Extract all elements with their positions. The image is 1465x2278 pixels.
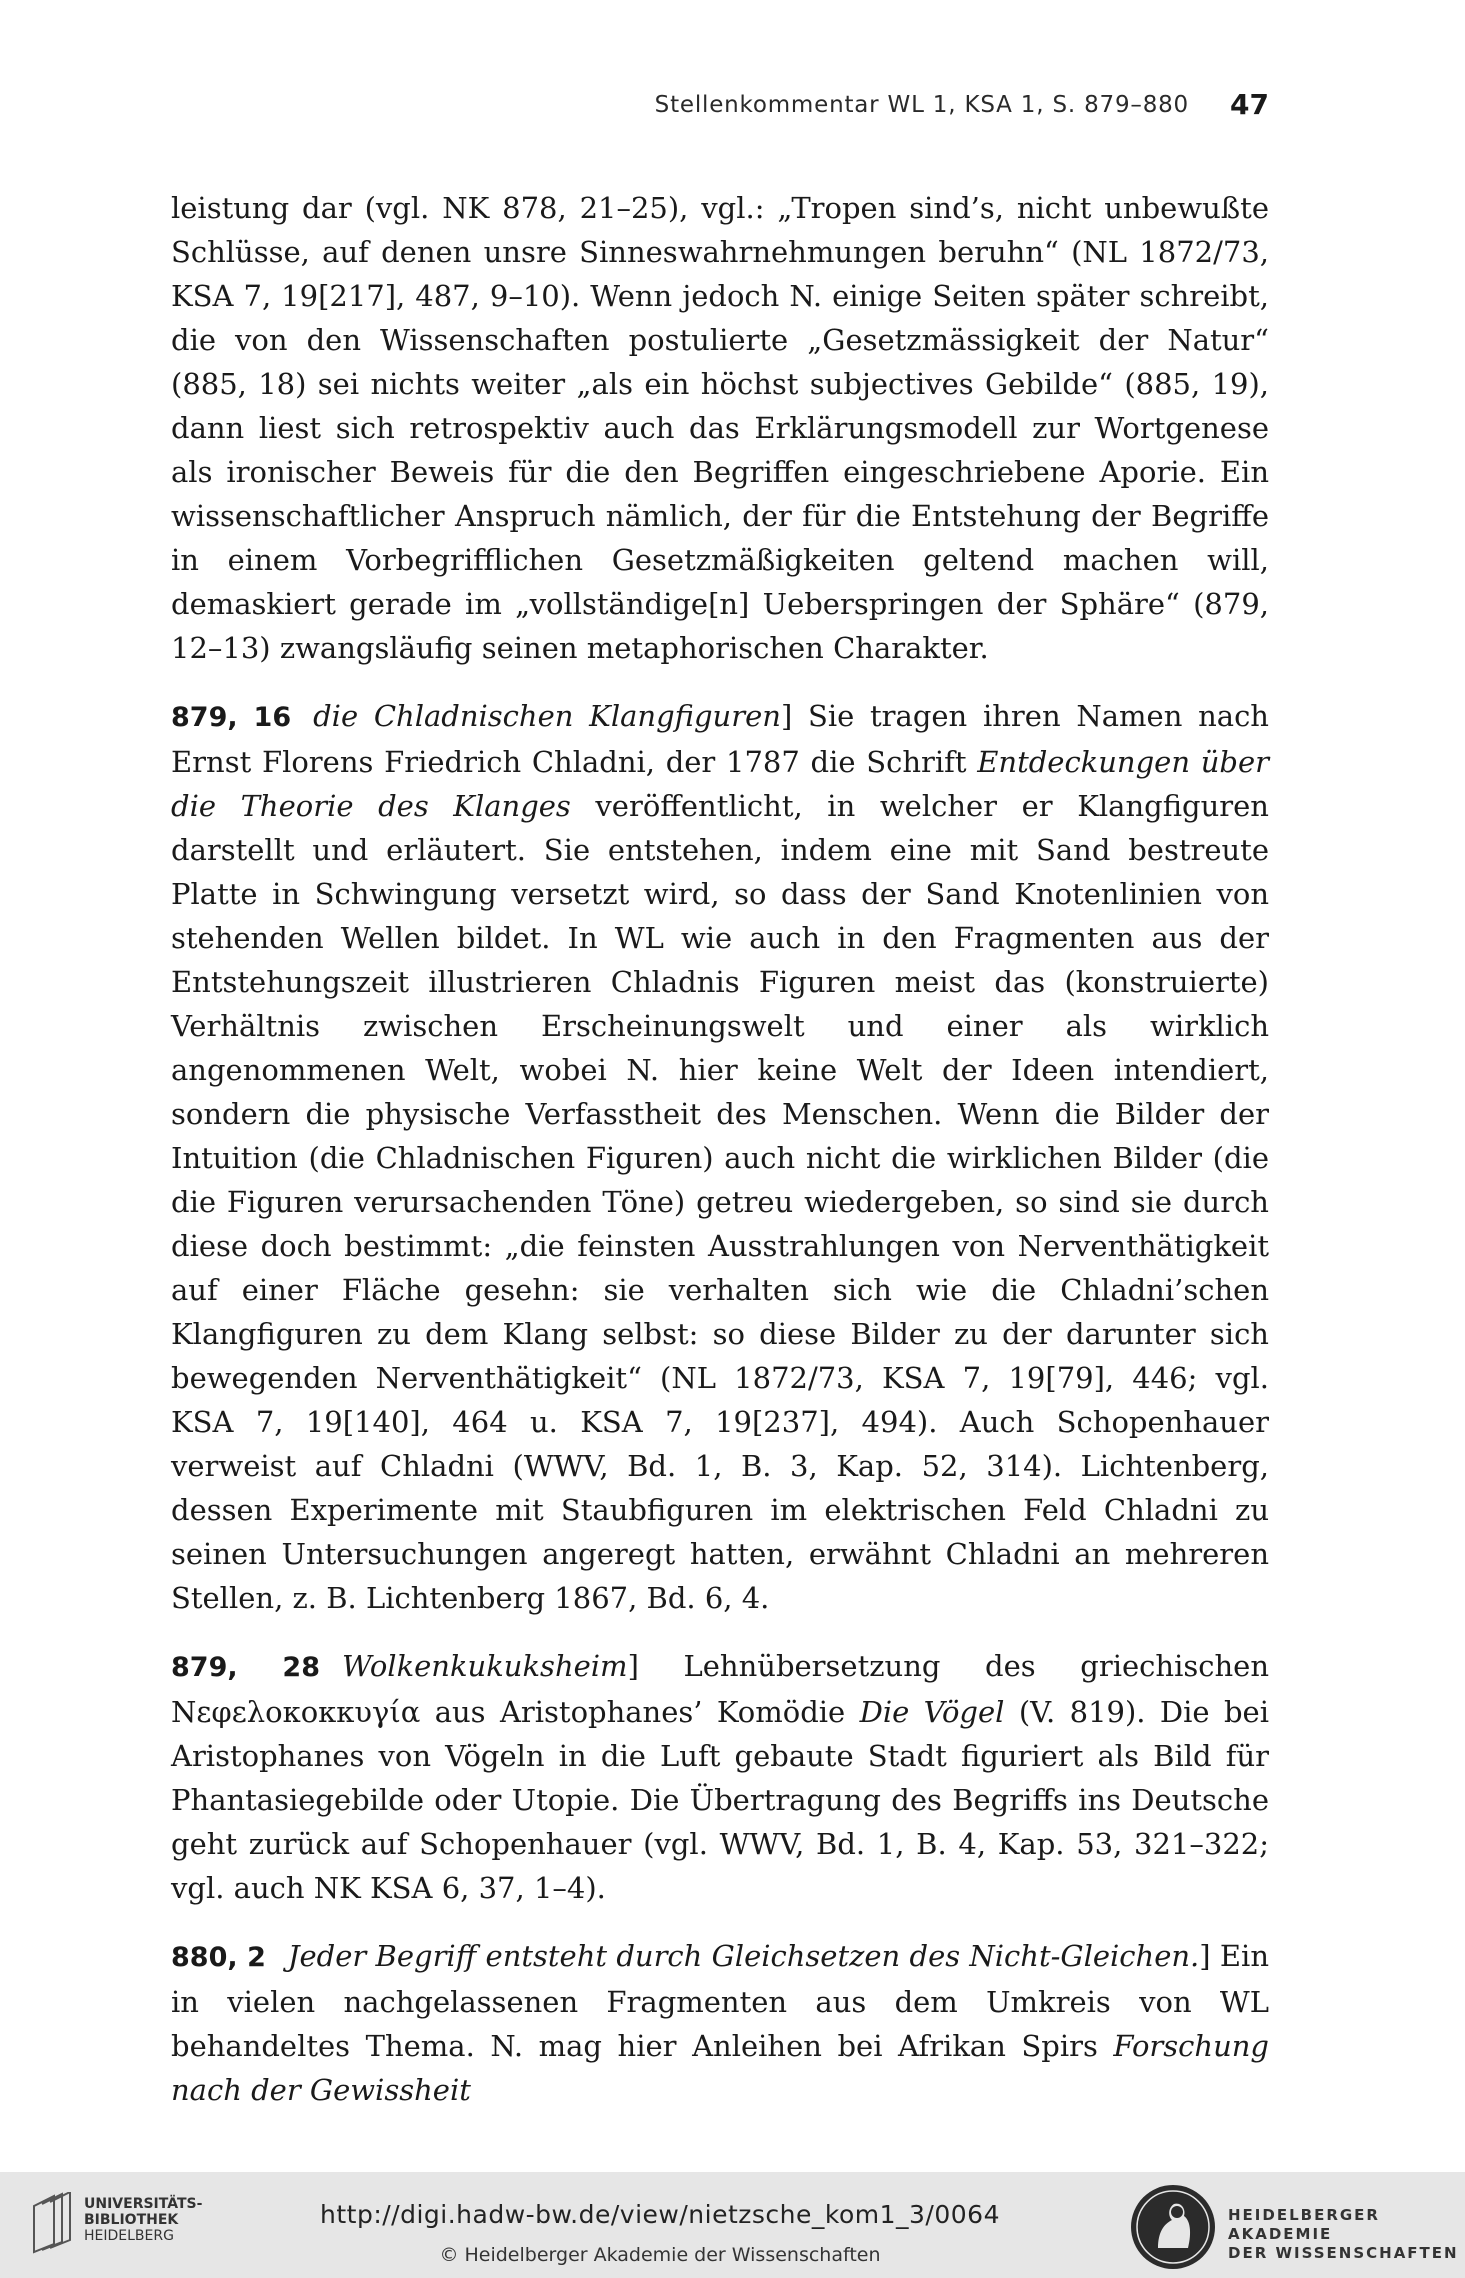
academy-name-line: DER WISSENSCHAFTEN — [1228, 2244, 1459, 2262]
library-name-line: BIBLIOTHEK — [84, 2212, 179, 2228]
entry-lemma: die Chladnischen Klangfiguren — [313, 699, 781, 733]
entry-title-italic: Entdeckungen über die Theorie des Klanges — [171, 745, 1269, 823]
commentary-entry-879-28 — [171, 1644, 1269, 1910]
entry-text: (V. 819). Die bei Aristophanes von Vögeln in die Luft gebaute Stadt figuriert als Bild für Phantasiegebilde oder Utopie. Die Übertragung des Begriffs ins Deutsche geht zurück auf Schopenhauer (vgl. WWV, Bd. 1, B. 4, Kap. 53, 321–322; vgl. auch NK KSA 6, 37, 1–4). — [171, 1695, 1269, 1905]
entry-lemma: Jeder Begriff entsteht durch Gleichsetzen des Nicht-Gleichen. — [287, 1939, 1200, 1973]
academy-name-line: HEIDELBERGER AKADEMIE — [1228, 2206, 1380, 2243]
commentary-body — [171, 186, 1269, 2136]
copyright-notice: © Heidelberger Akademie der Wissenschaften — [439, 2244, 881, 2266]
entry-title-italic: Die Vögel — [859, 1695, 1005, 1729]
entry-text: ] Sie tragen ihren Namen nach Ernst Florens Friedrich Chladni, der 1787 die Schrift — [171, 699, 1269, 779]
entry-reference: 879, 28 — [171, 1652, 320, 1683]
commentary-entry-880-2 — [171, 1934, 1269, 2112]
entry-reference: 879, 16 — [171, 702, 292, 733]
digitization-footer — [0, 2172, 1465, 2278]
permalink-url[interactable]: http://digi.hadw-bw.de/view/nietzsche_kom1_3/0064 — [320, 2200, 1000, 2229]
academy-seal-icon[interactable] — [1128, 2182, 1218, 2272]
entry-title-italic: Forschung nach der Gewissheit — [171, 2029, 1269, 2107]
entry-text: veröffentlicht, in welcher er Klangfiguren darstellt und erläutert. Sie entstehen, indem eine mit Sand bestreute Platte in Schwingung versetzt wird, so dass der Sand Knotenlinien von stehenden Wellen bildet. In WL wie auch in den Fragmenten aus der Entstehungszeit illustrieren Chladnis Figuren meist das (konstruierte) Verhältnis zwischen Erscheinungswelt und einer als wirklich angenommenen Welt, wobei N. hier keine Welt der Ideen intendiert, sondern die physische Verfasstheit des Menschen. Wenn die Bilder der Intuition (die Chladnischen Figuren) auch nicht die wirklichen Bilder (die die Figuren verursachenden Töne) getreu wiedergeben, so sind sie durch diese doch bestimmt: „die feinsten Ausstrahlungen von Nerventhätigkeit auf einer Fläche gesehn: sie verhalten sich wie die Chladni’schen Klangfiguren zu dem Klang selbst: so diese Bilder zu der darunter sich bewegenden Nerventhätigkeit“ (NL 1872/73, KSA 7, 19[79], 446; vgl. KSA 7, 19[140], 464 u. KSA 7, 19[237], 494). Auch Schopenhauer verweist auf Chladni (WWV, Bd. 1, B. 3, Kap. 52, 314). Lichtenberg, dessen Experimente mit Staubfiguren im elektrischen Feld Chladni zu seinen Untersuchungen angeregt hatten, erwähnt Chladni an mehreren Stellen, z. B. Lichtenberg 1867, Bd. 6, 4. — [171, 789, 1269, 1615]
library-logo-icon — [30, 2192, 74, 2254]
commentary-entry-879-16 — [171, 694, 1269, 1620]
intro-paragraph: leistung dar (vgl. NK 878, 21–25), vgl.: „Tropen sind’s, nicht unbewußte Schlüsse, auf denen unsre Sinneswahrnehmungen beruhn“ (NL 1872/73, KSA 7, 19[217], 487, 9–10). Wenn jedoch N. einige Seiten später schreibt, die von den Wissenschaften postulierte „Gesetzmässigkeit der Natur“ (885, 18) sei nichts weiter „als ein höchst subjectives Gebilde“ (885, 19), dann liest sich retrospektiv auch das Erklärungsmodell zur Wortgenese als ironischer Beweis für die den Begriffen eingeschriebene Aporie. Ein wissenschaftlicher Anspruch nämlich, der für die Entstehung der Begriffe in einem Vorbegrifflichen Gesetzmäßigkeiten geltend machen will, demaskiert gerade im „vollständige[n] Ueberspringen der Sphäre“ (879, 12–13) zwangsläufig seinen metaphorischen Charakter. — [171, 191, 1269, 665]
page-number: 47 — [1230, 88, 1269, 121]
library-name — [84, 2196, 202, 2244]
entry-text: ] Lehnübersetzung des griechischen Νεφελοκοκκυγία aus Aristophanes’ Komödie — [171, 1649, 1269, 1729]
running-head: Stellenkommentar WL 1, KSA 1, S. 879–880 — [654, 92, 1189, 118]
library-name-line: UNIVERSITÄTS- — [84, 2196, 203, 2212]
entry-lemma: Wolkenkukuksheim — [342, 1649, 628, 1683]
entry-reference: 880, 2 — [171, 1942, 266, 1973]
library-name-line: HEIDELBERG — [84, 2228, 174, 2244]
page-header — [171, 88, 1269, 128]
library-logo[interactable] — [30, 2184, 203, 2264]
entry-text: ] Ein in vielen nachgelassenen Fragmenten aus dem Umkreis von WL behandeltes Thema. N. mag hier Anleihen bei Afrikan Spirs — [171, 1939, 1269, 2063]
academy-name — [1228, 2206, 1465, 2263]
